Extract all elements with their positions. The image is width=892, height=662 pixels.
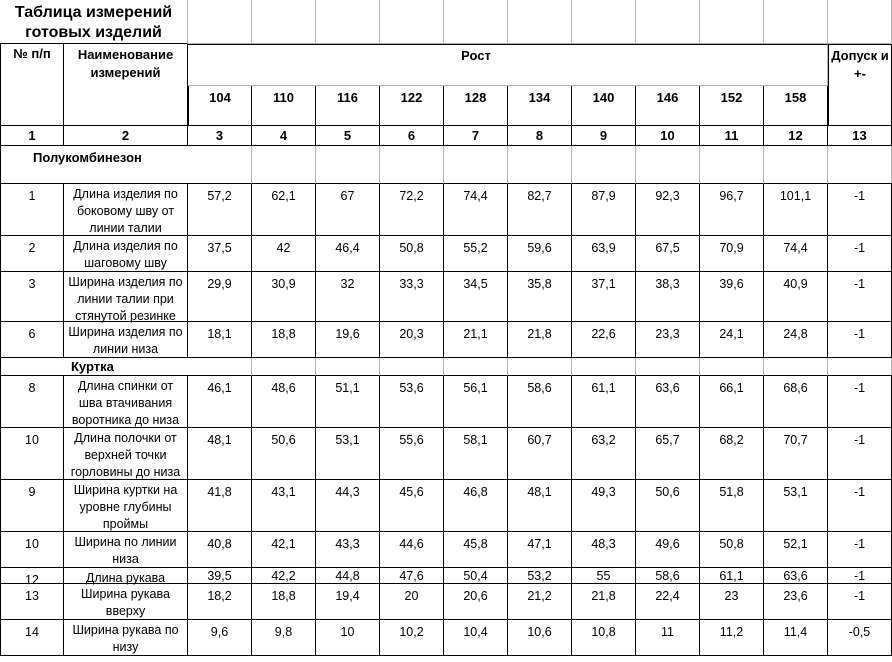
col-number-5: 5	[316, 126, 380, 146]
size-128: 128	[444, 86, 508, 126]
grid-cell	[828, 146, 892, 184]
row-tolerance: -1	[828, 428, 892, 480]
row-value: 38,3	[636, 272, 700, 322]
row-name: Длина изделия по боковому шву от линии талии	[64, 184, 188, 236]
row-value: 34,5	[444, 272, 508, 322]
grid-cell	[444, 358, 508, 376]
row-value: 101,1	[764, 184, 828, 236]
row-value: 48,6	[252, 376, 316, 428]
row-value: 23,6	[764, 584, 828, 620]
row-value: 45,8	[444, 532, 508, 568]
row-value: 51,8	[700, 480, 764, 532]
row-value: 37,5	[188, 236, 252, 272]
row-value: 20	[380, 584, 444, 620]
row-value: 32	[316, 272, 380, 322]
row-value: 72,2	[380, 184, 444, 236]
grid-cell	[252, 146, 316, 184]
row-value: 9,6	[188, 620, 252, 656]
row-value: 29,9	[188, 272, 252, 322]
row-value: 53,1	[764, 480, 828, 532]
row-tolerance: -1	[828, 272, 892, 322]
row-value: 21,8	[572, 584, 636, 620]
row-value: 39,6	[700, 272, 764, 322]
row-value: 68,2	[700, 428, 764, 480]
row-value: 53,6	[380, 376, 444, 428]
row-value: 67,5	[636, 236, 700, 272]
row-name: Ширина изделия по линии низа	[64, 322, 188, 358]
row-value: 41,8	[188, 480, 252, 532]
row-value: 66,1	[700, 376, 764, 428]
row-value: 96,7	[700, 184, 764, 236]
col-number-4: 4	[252, 126, 316, 146]
row-value: 74,4	[764, 236, 828, 272]
row-value: 24,1	[700, 322, 764, 358]
row-value: 63,6	[764, 568, 828, 584]
row-tolerance: -1	[828, 532, 892, 568]
row-value: 21,2	[508, 584, 572, 620]
row-value: 40,8	[188, 532, 252, 568]
grid-cell	[700, 358, 764, 376]
row-value: 55,2	[444, 236, 508, 272]
grid-cell	[508, 358, 572, 376]
row-value: 55	[572, 568, 636, 584]
row-tolerance: -1	[828, 376, 892, 428]
size-158: 158	[764, 86, 828, 126]
row-value: 70,7	[764, 428, 828, 480]
title-line-1: Таблица измерений	[14, 4, 173, 21]
row-value: 56,1	[444, 376, 508, 428]
col-number-11: 11	[700, 126, 764, 146]
row-value: 42,1	[252, 532, 316, 568]
table-title	[0, 0, 188, 44]
grid-cell	[828, 358, 892, 376]
grid-cell	[316, 358, 380, 376]
col-number-8: 8	[508, 126, 572, 146]
row-num: 14	[0, 620, 64, 656]
row-value: 61,1	[700, 568, 764, 584]
size-134: 134	[508, 86, 572, 126]
section-title-a: Полукомбинезон	[0, 146, 188, 184]
row-value: 46,4	[316, 236, 380, 272]
row-value: 44,3	[316, 480, 380, 532]
row-num: 10	[0, 428, 64, 480]
row-value: 55,6	[380, 428, 444, 480]
row-num: 10	[0, 532, 64, 568]
row-value: 37,1	[572, 272, 636, 322]
col-number-3: 3	[188, 126, 252, 146]
grid-cell	[700, 0, 764, 44]
row-value: 11,4	[764, 620, 828, 656]
grid-cell	[188, 0, 252, 44]
row-value: 59,6	[508, 236, 572, 272]
grid-cell	[316, 0, 380, 44]
row-value: 50,6	[636, 480, 700, 532]
row-value: 23	[700, 584, 764, 620]
grid-cell	[700, 146, 764, 184]
row-value: 33,3	[380, 272, 444, 322]
row-value: 11	[636, 620, 700, 656]
row-value: 47,6	[380, 568, 444, 584]
row-name: Ширина изделия по линии талии при стянутой резинке	[64, 272, 188, 322]
row-value: 67	[316, 184, 380, 236]
row-value: 10,8	[572, 620, 636, 656]
size-146: 146	[636, 86, 700, 126]
row-tolerance: -1	[828, 236, 892, 272]
row-value: 22,6	[572, 322, 636, 358]
row-tolerance: -0,5	[828, 620, 892, 656]
row-value: 50,8	[380, 236, 444, 272]
row-value: 9,8	[252, 620, 316, 656]
row-value: 60,7	[508, 428, 572, 480]
row-value: 20,3	[380, 322, 444, 358]
row-value: 42,2	[252, 568, 316, 584]
row-value: 49,3	[572, 480, 636, 532]
row-value: 43,3	[316, 532, 380, 568]
row-value: 63,2	[572, 428, 636, 480]
header-rost: Рост	[188, 44, 764, 86]
grid-cell	[636, 146, 700, 184]
row-name: Ширина рукава по низу	[64, 620, 188, 656]
size-140: 140	[572, 86, 636, 126]
header-num: № п/п	[0, 44, 64, 126]
col-number-10: 10	[636, 126, 700, 146]
col-number-6: 6	[380, 126, 444, 146]
row-name: Длина изделия по шаговому шву	[64, 236, 188, 272]
row-value: 40,9	[764, 272, 828, 322]
row-value: 45,6	[380, 480, 444, 532]
row-value: 10	[316, 620, 380, 656]
row-tolerance: -1	[828, 184, 892, 236]
grid-cell	[636, 358, 700, 376]
row-value: 82,7	[508, 184, 572, 236]
grid-cell	[828, 0, 892, 44]
grid-cell	[572, 146, 636, 184]
row-tolerance: -1	[828, 568, 892, 584]
row-value: 20,6	[444, 584, 508, 620]
grid-cell	[380, 0, 444, 44]
row-num: 9	[0, 480, 64, 532]
size-104: 104	[188, 86, 252, 126]
row-value: 44,8	[316, 568, 380, 584]
row-value: 18,1	[188, 322, 252, 358]
row-value: 62,1	[252, 184, 316, 236]
row-value: 18,2	[188, 584, 252, 620]
col-number-13: 13	[828, 126, 892, 146]
row-value: 57,2	[188, 184, 252, 236]
col-number-7: 7	[444, 126, 508, 146]
grid-cell	[572, 358, 636, 376]
grid-cell	[252, 358, 316, 376]
col-number-2: 2	[64, 126, 188, 146]
size-116: 116	[316, 86, 380, 126]
grid-cell	[188, 358, 252, 376]
row-value: 10,4	[444, 620, 508, 656]
row-num: 12	[0, 568, 64, 584]
size-152: 152	[700, 86, 764, 126]
row-value: 23,3	[636, 322, 700, 358]
row-name: Длина рукава	[64, 568, 188, 584]
row-value: 19,4	[316, 584, 380, 620]
col-number-12: 12	[764, 126, 828, 146]
row-name: Ширина рукава вверху	[64, 584, 188, 620]
row-name: Ширина по линии низа	[64, 532, 188, 568]
row-tolerance: -1	[828, 480, 892, 532]
row-value: 65,7	[636, 428, 700, 480]
row-value: 51,1	[316, 376, 380, 428]
grid-cell	[252, 0, 316, 44]
row-value: 47,1	[508, 532, 572, 568]
size-122: 122	[380, 86, 444, 126]
row-value: 50,6	[252, 428, 316, 480]
row-name: Ширина куртки на уровне глубины проймы	[64, 480, 188, 532]
row-value: 58,6	[636, 568, 700, 584]
section-title-b: Куртка	[0, 358, 188, 376]
row-value: 52,1	[764, 532, 828, 568]
row-name: Длина полочки от верхней точки горловины до низа	[64, 428, 188, 480]
row-value: 70,9	[700, 236, 764, 272]
row-num: 8	[0, 376, 64, 428]
grid-cell	[188, 146, 252, 184]
row-num: 13	[0, 584, 64, 620]
size-110: 110	[252, 86, 316, 126]
row-value: 50,8	[700, 532, 764, 568]
title-line-2: готовых изделий	[25, 24, 162, 41]
row-value: 49,6	[636, 532, 700, 568]
grid-cell	[764, 146, 828, 184]
row-value: 74,4	[444, 184, 508, 236]
row-value: 21,8	[508, 322, 572, 358]
grid-cell	[444, 0, 508, 44]
row-value: 30,9	[252, 272, 316, 322]
row-value: 46,8	[444, 480, 508, 532]
row-num: 1	[0, 184, 64, 236]
row-value: 63,6	[636, 376, 700, 428]
header-name: Наименование измерений	[64, 44, 188, 126]
row-value: 48,3	[572, 532, 636, 568]
row-value: 24,8	[764, 322, 828, 358]
row-value: 18,8	[252, 322, 316, 358]
row-value: 43,1	[252, 480, 316, 532]
col-number-1: 1	[0, 126, 64, 146]
grid-cell	[572, 0, 636, 44]
row-value: 10,6	[508, 620, 572, 656]
grid-cell	[764, 0, 828, 44]
row-value: 87,9	[572, 184, 636, 236]
grid-cell	[764, 358, 828, 376]
row-value: 22,4	[636, 584, 700, 620]
row-tolerance: -1	[828, 322, 892, 358]
row-value: 44,6	[380, 532, 444, 568]
row-num: 2	[0, 236, 64, 272]
grid-cell	[636, 0, 700, 44]
row-name: Длина спинки от шва втачивания воротника до низа	[64, 376, 188, 428]
row-value: 42	[252, 236, 316, 272]
row-value: 11,2	[700, 620, 764, 656]
grid-cell	[508, 146, 572, 184]
col-number-9: 9	[572, 126, 636, 146]
row-value: 18,8	[252, 584, 316, 620]
grid-cell	[508, 0, 572, 44]
row-value: 19,6	[316, 322, 380, 358]
row-value: 50,4	[444, 568, 508, 584]
row-value: 58,1	[444, 428, 508, 480]
row-value: 48,1	[508, 480, 572, 532]
row-value: 46,1	[188, 376, 252, 428]
grid-cell	[444, 146, 508, 184]
grid-cell	[380, 358, 444, 376]
grid-cell	[316, 146, 380, 184]
row-value: 35,8	[508, 272, 572, 322]
row-num: 6	[0, 322, 64, 358]
row-value: 21,1	[444, 322, 508, 358]
row-value: 63,9	[572, 236, 636, 272]
row-tolerance: -1	[828, 584, 892, 620]
row-value: 53,1	[316, 428, 380, 480]
grid-cell	[764, 44, 828, 86]
row-value: 68,6	[764, 376, 828, 428]
row-value: 92,3	[636, 184, 700, 236]
row-value: 39,5	[188, 568, 252, 584]
row-num: 3	[0, 272, 64, 322]
row-value: 53,2	[508, 568, 572, 584]
row-value: 48,1	[188, 428, 252, 480]
row-value: 10,2	[380, 620, 444, 656]
row-value: 61,1	[572, 376, 636, 428]
grid-cell	[380, 146, 444, 184]
header-dopusk: Допуск и +-	[828, 44, 892, 126]
row-value: 58,6	[508, 376, 572, 428]
